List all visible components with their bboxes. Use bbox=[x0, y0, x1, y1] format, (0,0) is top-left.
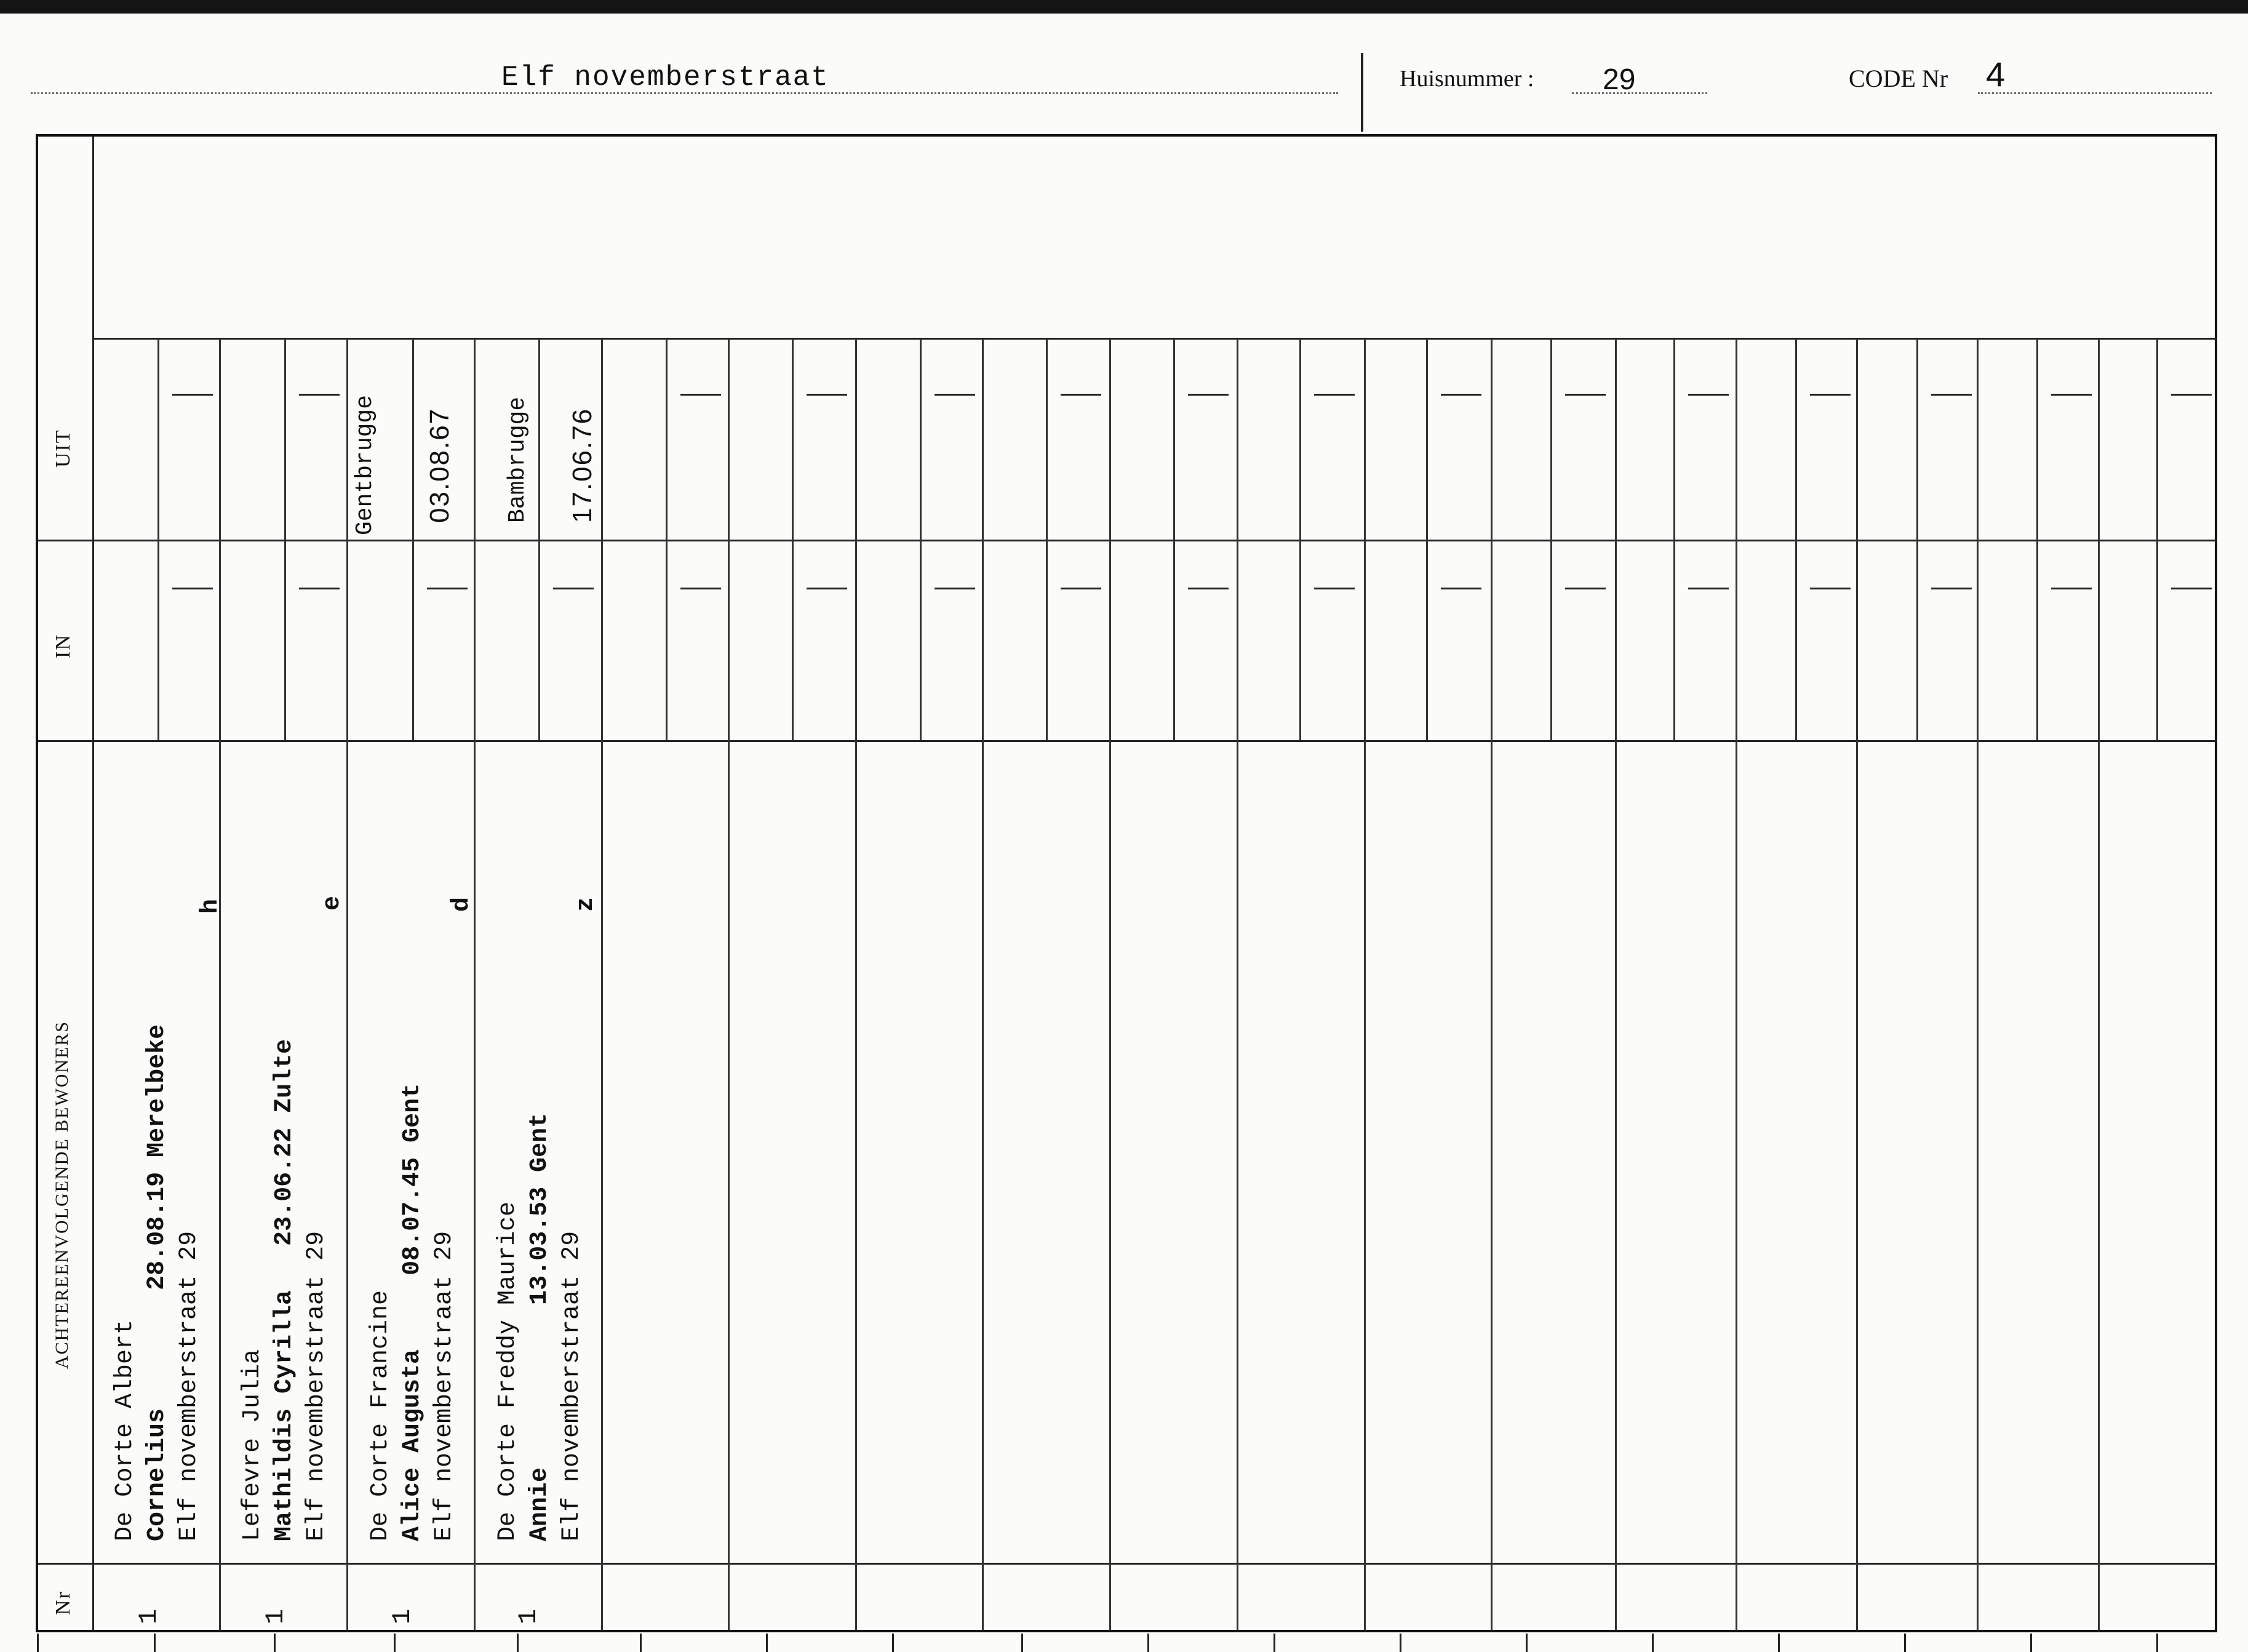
code-dotted-line bbox=[1978, 92, 2212, 94]
resident-nr: 1 bbox=[388, 1608, 417, 1624]
sub-column-divider bbox=[538, 339, 540, 740]
uit-dash bbox=[1188, 394, 1229, 396]
edge-tick bbox=[1400, 1634, 1401, 1652]
row-divider-in-residents bbox=[38, 740, 2217, 742]
slot-divider bbox=[1364, 339, 1366, 1630]
sub-column-divider bbox=[284, 339, 286, 740]
code-label: CODE Nr bbox=[1849, 65, 1948, 92]
resident-letter: h bbox=[197, 898, 225, 914]
resident-nr: 1 bbox=[514, 1608, 543, 1624]
uit-dash bbox=[935, 394, 975, 396]
in-dash bbox=[553, 588, 594, 589]
in-dash bbox=[1061, 588, 1101, 589]
in-dash bbox=[1188, 588, 1229, 589]
edge-tick bbox=[1778, 1634, 1780, 1652]
in-dash bbox=[427, 588, 468, 589]
uit-dash bbox=[1061, 394, 1101, 396]
out-date-4: 17.06.76 bbox=[567, 407, 597, 523]
slot-divider bbox=[1109, 339, 1111, 1630]
uit-dash bbox=[1688, 394, 1729, 396]
slot-divider bbox=[982, 339, 984, 1630]
house-number-dotted-line bbox=[1572, 92, 1707, 94]
slot-divider bbox=[474, 339, 476, 1630]
uit-dash bbox=[1441, 394, 1481, 396]
resident-nr: 1 bbox=[261, 1608, 290, 1624]
row-label-nr: Nr bbox=[52, 1590, 74, 1615]
in-dash bbox=[1314, 588, 1355, 589]
uit-dash bbox=[1931, 394, 1972, 396]
sub-column-divider bbox=[157, 339, 159, 740]
sub-column-divider bbox=[1916, 339, 1918, 740]
scan-top-edge bbox=[0, 0, 2248, 14]
sub-column-divider bbox=[1795, 339, 1797, 740]
uit-dash bbox=[2171, 394, 2212, 396]
row-divider-top bbox=[92, 338, 2217, 340]
resident-address: Elf novemberstraat 29 bbox=[303, 1231, 330, 1541]
resident-entry-3 bbox=[365, 1083, 461, 1541]
uit-dash bbox=[2051, 394, 2092, 396]
slot-divider bbox=[1615, 339, 1617, 1630]
edge-tick bbox=[640, 1634, 642, 1652]
edge-tick bbox=[1652, 1634, 1654, 1652]
edge-tick bbox=[1021, 1634, 1023, 1652]
in-dash bbox=[2051, 588, 2092, 589]
edge-tick bbox=[274, 1634, 276, 1652]
edge-tick bbox=[766, 1634, 768, 1652]
edge-tick bbox=[517, 1634, 519, 1652]
in-dash bbox=[935, 588, 975, 589]
sub-column-divider bbox=[1046, 339, 1048, 740]
resident-firstnames-birth: Annie 13.03.53 Gent bbox=[526, 1112, 554, 1541]
resident-nr: 1 bbox=[134, 1608, 164, 1624]
resident-firstnames-birth: Mathildis Cyrilla 23.06.22 Zulte bbox=[271, 1039, 298, 1541]
row-label-in: IN bbox=[52, 634, 74, 658]
resident-firstnames-birth: Alice Augusta 08.07.45 Gent bbox=[399, 1083, 426, 1541]
uit-dash bbox=[172, 394, 213, 396]
in-dash bbox=[1565, 588, 1606, 589]
edge-tick bbox=[154, 1634, 156, 1652]
in-dash bbox=[299, 588, 340, 589]
edge-tick bbox=[37, 1634, 39, 1652]
sub-column-divider bbox=[666, 339, 668, 740]
slot-divider bbox=[219, 339, 221, 1630]
sub-column-divider bbox=[1426, 339, 1428, 740]
in-dash bbox=[172, 588, 213, 589]
sub-column-divider bbox=[920, 339, 922, 740]
out-date-3: 03.08.67 bbox=[424, 407, 455, 523]
slot-divider bbox=[1977, 339, 1979, 1630]
edge-tick bbox=[1904, 1634, 1906, 1652]
in-dash bbox=[1931, 588, 1972, 589]
resident-firstnames-birth: Cornelius 28.08.19 Merelbeke bbox=[143, 1024, 171, 1541]
edge-tick bbox=[2156, 1634, 2158, 1652]
resident-entry-4 bbox=[492, 1113, 588, 1541]
row-divider-residents-nr bbox=[38, 1563, 2217, 1565]
sub-column-divider bbox=[1173, 339, 1175, 740]
row-label-uit: UIT bbox=[52, 429, 74, 468]
slot-divider bbox=[601, 339, 603, 1630]
sub-column-divider bbox=[412, 339, 414, 740]
in-dash bbox=[680, 588, 721, 589]
code-value: 4 bbox=[1986, 55, 2006, 94]
out-place-3: Gentbrugge bbox=[352, 394, 378, 535]
edge-tick bbox=[1147, 1634, 1149, 1652]
resident-letter: d bbox=[448, 896, 476, 912]
header-divider bbox=[1361, 53, 1363, 132]
uit-dash bbox=[1810, 394, 1851, 396]
resident-entry-1 bbox=[110, 1024, 205, 1541]
sub-column-divider bbox=[1299, 339, 1301, 740]
house-number-value: 29 bbox=[1603, 63, 1636, 96]
house-number-label: Huisnummer : bbox=[1400, 66, 1534, 92]
slot-divider bbox=[1237, 339, 1238, 1630]
resident-address: Elf novemberstraat 29 bbox=[558, 1231, 586, 1541]
in-dash bbox=[1441, 588, 1481, 589]
resident-letter: e bbox=[319, 895, 346, 911]
resident-address: Elf novemberstraat 29 bbox=[431, 1231, 458, 1541]
uit-dash bbox=[1314, 394, 1355, 396]
in-dash bbox=[1810, 588, 1851, 589]
edge-tick bbox=[1526, 1634, 1528, 1652]
resident-name: Lefevre Julia bbox=[239, 1349, 266, 1541]
resident-entry-2 bbox=[237, 1039, 333, 1541]
row-label-residents: ACHTEREENVOLGENDE BEWONERS bbox=[52, 1020, 72, 1369]
sub-column-divider bbox=[1550, 339, 1552, 740]
in-dash bbox=[1688, 588, 1729, 589]
street-name: Elf novemberstraat bbox=[501, 62, 829, 94]
uit-dash bbox=[680, 394, 721, 396]
label-column-divider bbox=[92, 137, 94, 1630]
sub-column-divider bbox=[1673, 339, 1675, 740]
edge-tick bbox=[1273, 1634, 1275, 1652]
sub-column-divider bbox=[2156, 339, 2158, 740]
in-dash bbox=[807, 588, 847, 589]
slot-divider bbox=[1856, 339, 1858, 1630]
slot-divider bbox=[1491, 339, 1493, 1630]
resident-name: De Corte Francine bbox=[367, 1290, 394, 1541]
out-place-4: Bambrugge bbox=[504, 396, 531, 523]
resident-name: De Corte Albert bbox=[111, 1319, 139, 1541]
register-form bbox=[36, 134, 2217, 1632]
slot-divider bbox=[855, 339, 857, 1630]
resident-name: De Corte Freddy Maurice bbox=[494, 1201, 522, 1541]
in-dash bbox=[2171, 588, 2212, 589]
slot-divider bbox=[1736, 339, 1737, 1630]
edge-tick bbox=[892, 1634, 894, 1652]
uit-dash bbox=[299, 394, 340, 396]
slot-divider bbox=[728, 339, 730, 1630]
uit-dash bbox=[1565, 394, 1606, 396]
resident-letter: z bbox=[572, 896, 600, 912]
sub-column-divider bbox=[2036, 339, 2038, 740]
edge-tick bbox=[394, 1634, 396, 1652]
uit-dash bbox=[807, 394, 847, 396]
sub-column-divider bbox=[792, 339, 794, 740]
bottom-edge-ticks bbox=[0, 1634, 2248, 1652]
slot-divider bbox=[2098, 339, 2100, 1630]
edge-tick bbox=[2030, 1634, 2032, 1652]
resident-address: Elf novemberstraat 29 bbox=[175, 1231, 203, 1541]
slot-divider bbox=[346, 339, 348, 1630]
row-divider-uit-in bbox=[38, 540, 2217, 541]
